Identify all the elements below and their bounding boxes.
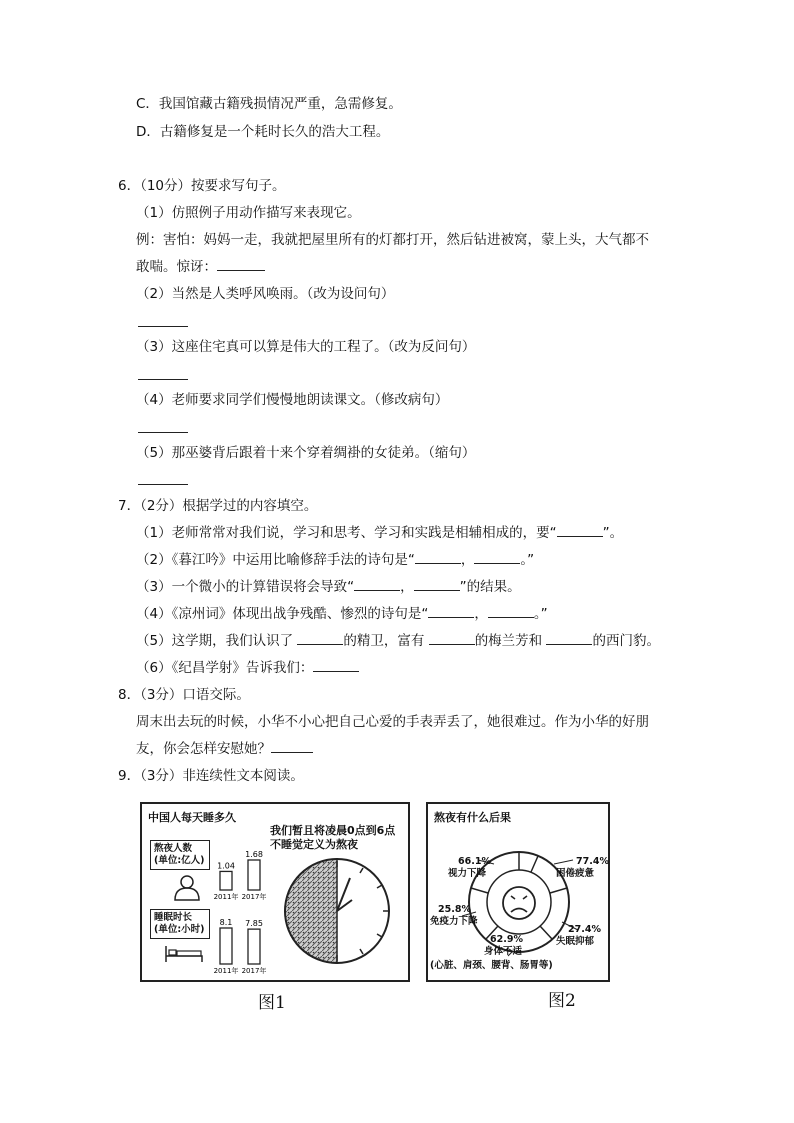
q6-s2: （2）当然是人类呼风唤雨。（改为设问句） [136, 286, 395, 302]
figure-1-caption: 图1 [258, 993, 286, 1013]
q6-example-2: 敢喘。惊讶： [136, 258, 265, 276]
label-text: 视力下降 [448, 868, 487, 879]
answer-blank[interactable] [271, 740, 313, 753]
answer-blank[interactable] [429, 632, 475, 645]
figure-1 [140, 802, 410, 982]
q6-s1: （1）仿照例子用动作描写来表现它。 [136, 205, 361, 221]
answer-blank[interactable] [546, 632, 592, 645]
figure-1-note-2: 不睡觉定义为熬夜 [270, 838, 358, 851]
figure-2-title: 熬夜有什么后果 [434, 811, 511, 824]
sad-face-icon [500, 884, 538, 922]
q6-example-1: 例：害怕：妈妈一走，我就把屋里所有的灯都打开，然后钻进被窝，蒙上头，大气都不 [136, 232, 649, 248]
label-pct: 62.9% [490, 934, 523, 945]
label-pct: 27.4% [568, 924, 601, 935]
staying-up-count-box [150, 840, 210, 870]
q7-s3: （3）一个微小的计算错误将会导致“ ， ”的结果。 [136, 579, 521, 595]
q6-s5: （5）那巫婆背后跟着十来个穿着绸褂的女徒弟。（缩句） [136, 445, 476, 461]
figure-1-title: 中国人每天睡多久 [148, 811, 236, 824]
answer-blank[interactable] [217, 258, 265, 271]
label-pct: 66.1% [458, 856, 491, 867]
box-unit: (单位:小时) [154, 924, 205, 935]
bar-value-label: 1.68 [245, 850, 263, 859]
q9-title: 9．（3分）非连续性文本阅读。 [118, 768, 304, 784]
label-text: 困倦疲惫 [556, 868, 595, 879]
q5-option-d: D．古籍修复是一个耗时长久的浩大工程。 [136, 124, 390, 140]
answer-line[interactable] [138, 484, 188, 485]
bar [248, 929, 260, 964]
label-text: 身体不适 [484, 946, 523, 957]
label-text: 失眠抑郁 [556, 936, 595, 947]
q8-title: 8．（3分）口语交际。 [118, 687, 250, 703]
bar-value-label: 1.04 [217, 861, 235, 871]
label-text: 免疫力下降 [430, 916, 478, 927]
answer-blank[interactable] [488, 605, 534, 618]
q7-s5: （5）这学期，我们认识了 的精卫，富有 的梅兰芳和 的西门豹。 [136, 633, 660, 649]
answer-line[interactable] [138, 432, 188, 433]
answer-blank[interactable] [415, 551, 461, 564]
bar-category-label: 2017年 [241, 893, 267, 901]
label-footnote: (心脏、肩颈、腰背、肠胃等) [430, 960, 553, 971]
q6-s4: （4）老师要求同学们慢慢地朗读课文。（修改病句） [136, 392, 449, 408]
answer-blank[interactable] [557, 524, 603, 537]
q6-s3: （3）这座住宅真可以算是伟大的工程了。（改为反问句） [136, 339, 476, 355]
figure-2-caption: 图2 [548, 991, 576, 1011]
answer-blank[interactable] [297, 632, 343, 645]
person-icon [172, 874, 206, 902]
figure-2 [426, 802, 610, 982]
q5-option-c: C．我国馆藏古籍残损情况严重，急需修复。 [136, 96, 402, 112]
q8-para-1: 周末出去玩的时候，小华不小心把自己心爱的手表弄丢了，她很难过。作为小华的好朋 [136, 714, 649, 730]
bar [220, 928, 232, 964]
bar-category-label: 2011年 [213, 893, 239, 901]
box-unit: (单位:亿人) [154, 855, 205, 866]
bar-value-label: 7.85 [245, 919, 263, 929]
bar [220, 871, 232, 890]
sleep-duration-box [150, 909, 210, 939]
bar-value-label: 8.1 [219, 918, 233, 927]
q7-s2: （2）《暮江吟》中运用比喻修辞手法的诗句是“ ， 。” [136, 552, 535, 568]
box-label: 熬夜人数 [154, 843, 193, 854]
answer-blank[interactable] [313, 659, 359, 672]
bar-category-label: 2017年 [241, 967, 267, 975]
figure-1-note-1: 我们暂且将凌晨0点到6点 [270, 824, 396, 837]
q7-title: 7．（2分）根据学过的内容填空。 [118, 498, 318, 514]
label-pct: 77.4% [576, 856, 609, 867]
box-label: 睡眠时长 [154, 912, 193, 923]
label-pct: 25.8% [438, 904, 471, 915]
q8-para-2: 友，你会怎样安慰她？ [136, 740, 313, 758]
answer-blank[interactable] [428, 605, 474, 618]
q7-s1: （1）老师常常对我们说，学习和思考、学习和实践是相辅相成的，要“ ”。 [136, 525, 624, 541]
q6-title: 6．（10分）按要求写句子。 [118, 178, 286, 194]
answer-line[interactable] [138, 326, 188, 327]
bar-chart [212, 844, 272, 976]
q7-s6: （6）《纪昌学射》告诉我们： [136, 659, 359, 677]
answer-blank[interactable] [474, 551, 520, 564]
bar-category-label: 2011年 [213, 967, 239, 975]
bar [248, 860, 260, 890]
answer-line[interactable] [138, 379, 188, 380]
bed-icon [164, 944, 204, 964]
clock-icon [282, 856, 392, 966]
answer-blank[interactable] [414, 578, 460, 591]
answer-blank[interactable] [354, 578, 400, 591]
q7-s4: （4）《凉州词》体现出战争残酷、惨烈的诗句是“ ， 。” [136, 606, 548, 622]
